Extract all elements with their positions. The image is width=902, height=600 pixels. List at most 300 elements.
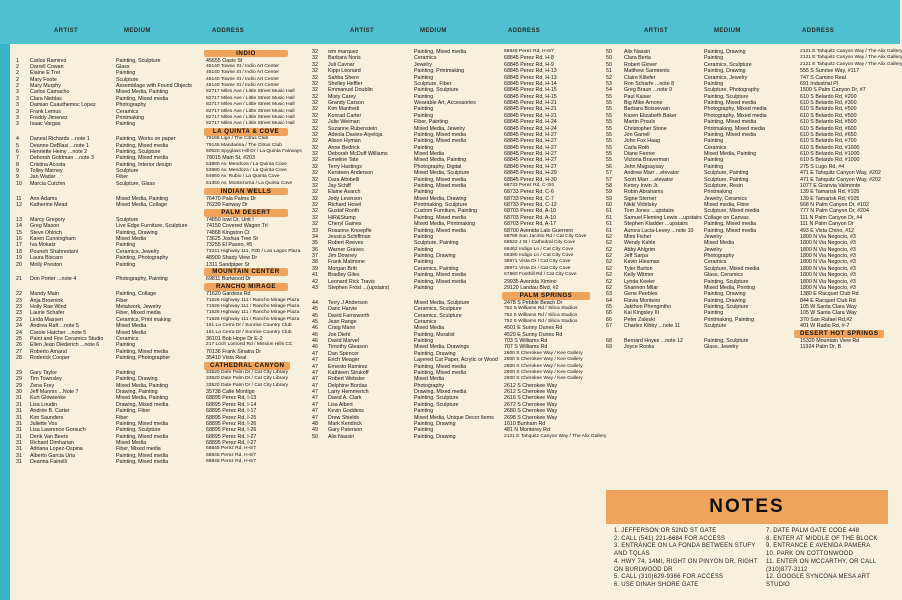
artist-name: Big Mike Arnone	[624, 100, 663, 106]
artist-name: Rosanne Knoepfle	[328, 227, 372, 234]
artist-name: Adriana Lopez-Ospina	[30, 446, 83, 453]
artist-name: Tim Townsley	[30, 376, 62, 383]
medium: Painting, Drawing	[704, 297, 746, 304]
artist-name: Linda Massen	[30, 316, 63, 323]
artist-name: Greg Braun ...note 9	[624, 87, 672, 94]
entry-number: 46	[312, 331, 318, 338]
artist-name: Signe Sterner	[624, 195, 657, 202]
artist-name: Warner Graves	[328, 246, 364, 253]
address: 161 La Cerra Dr / Sunrise Country Club	[206, 329, 292, 335]
section-header	[310, 291, 602, 300]
artist-name: Leonard Rick Travis	[328, 278, 375, 285]
section-header	[14, 283, 306, 292]
entry-number: 14	[16, 223, 22, 230]
address: 105 W Santa Clara Way	[800, 304, 857, 310]
artist-name: Jeff Sarpa	[624, 253, 649, 259]
entry-number: 62	[606, 253, 612, 259]
entry-number: 45	[312, 318, 318, 325]
address: 1800 N Via Negocio, #3	[800, 253, 856, 259]
medium: Custom Furniture, Painting	[414, 208, 478, 215]
note-item: 5. CALL (310)629-9366 FOR ACCESS	[614, 574, 724, 581]
entry-number: 31	[16, 446, 22, 453]
address: 71626 Highway 111 / Rancho Mirage Plaza	[206, 297, 300, 303]
medium: Assemblage with Found Objects	[116, 83, 192, 89]
entry-number: 23	[16, 316, 22, 323]
address: 2612 S Cherokee Way	[504, 389, 558, 395]
address: 53880 Av. Mendoza / La Quinta Cove	[206, 161, 287, 167]
entry-number: 61	[606, 208, 612, 215]
medium: Painting, Photography	[116, 255, 169, 262]
address: 71620 Gardess Rd	[206, 291, 251, 298]
address: 1800 N Via Negocio, #3	[800, 240, 856, 247]
artist-name: Katherine Mead	[30, 202, 68, 208]
section-label: CATHEDRAL CANYON	[204, 362, 290, 370]
address: 668 N Palm Canyon Dr, #102	[800, 202, 869, 208]
entry-number: 56	[606, 163, 612, 170]
entry-number: 3	[16, 89, 19, 96]
artist-name: Joyce Rooks	[624, 344, 655, 351]
medium: Glass, Ceramics	[704, 272, 743, 279]
medium: Painting	[414, 112, 434, 119]
entry-number: 62	[606, 278, 612, 285]
medium: Painting	[704, 80, 724, 87]
medium: Ceramics, Sculpture	[414, 306, 462, 313]
medium: Painting, Mixed media	[414, 369, 467, 376]
artist-name: Cheryl Gaines	[328, 221, 362, 228]
address: 4529 E Sunny Dunes Rd	[504, 331, 563, 338]
medium: Painting, Mixed media	[116, 142, 169, 149]
address: 2680 S Cherokee Way	[504, 408, 558, 415]
medium: Painting	[116, 342, 136, 349]
address: 2121 E Tahquitz Canyon Way / The Alix Gallery	[800, 55, 902, 61]
medium: Ceramics, Jewelry	[116, 248, 160, 255]
artist-name: Barbara Noris	[328, 55, 361, 62]
entry-number: 33	[312, 227, 318, 234]
address: 1800 N Via Negocio, #3	[800, 265, 856, 272]
medium: Painting, Mixed media	[414, 138, 467, 145]
artist-name: Emmanuel Doublin	[328, 87, 373, 94]
medium: Mixed Media	[116, 440, 147, 446]
medium: Mixed Media, Unique Decor Items	[414, 414, 494, 421]
medium: Painting	[704, 55, 724, 62]
medium: Sculpture	[116, 168, 139, 174]
address: 68845 Perez Rd, H-27	[504, 163, 557, 170]
artist-name: Larry Hemmerich	[328, 389, 369, 395]
artist-name: Dan Spencer	[328, 350, 359, 357]
medium: Painting	[704, 138, 724, 145]
header-medium: MEDIUM	[420, 28, 447, 34]
address: 33520 Date Palm Dr / Cat City Library	[206, 376, 289, 382]
entry-number: 31	[16, 414, 22, 421]
entry-number: 31	[16, 395, 22, 402]
entry-number: 4	[16, 136, 19, 143]
entry-number: 68	[606, 338, 612, 344]
artist-name: Tom Jones ...upstairs	[624, 208, 675, 215]
artist-name: Kevin Hiesman	[624, 259, 660, 266]
entry-number: 32	[312, 138, 318, 145]
address: 844 E Racquet Club Rd	[800, 297, 856, 304]
entry-number: 59	[606, 189, 612, 196]
entry-number: 34	[312, 233, 318, 240]
medium: Painting, Interior design	[116, 161, 172, 168]
entry-number: 32	[312, 157, 318, 164]
address: 703 S Williams Rd	[504, 338, 548, 344]
artist-name: Kai Kingsley III	[624, 310, 660, 317]
entry-number: 52	[606, 74, 612, 81]
entry-number: 55	[606, 131, 612, 138]
address: 1311 Sandpiper St	[206, 261, 250, 268]
medium: Painting, Drawing	[116, 229, 158, 236]
artist-name: Robert Glover	[624, 61, 657, 68]
entry-number: 62	[606, 272, 612, 279]
rows	[310, 49, 607, 440]
artist-name: David A. Clark	[328, 395, 362, 402]
medium: Live Edge Furniture, Sculpture	[116, 223, 188, 230]
section-label: RANCHO MIRAGE	[204, 283, 288, 291]
address: 111 N Palm Canyon Dr	[800, 221, 854, 228]
header-medium: MEDIUM	[124, 28, 151, 34]
entry-number: 21	[16, 276, 22, 283]
address: 752 S Williams Rd / Silica Studios	[504, 318, 578, 324]
header-address: ADDRESS	[802, 28, 835, 34]
artist-name: Julie Weiman	[328, 119, 360, 126]
address: 1800 N Via Negocio, #3	[800, 233, 856, 240]
artist-name: Konrad Carter	[328, 112, 362, 119]
artist-name: Henriette Heiny ...note 2	[30, 148, 88, 155]
artist-name: Elaine E Trei	[30, 70, 61, 77]
entry-number: 62	[606, 259, 612, 266]
entry-number: 47	[312, 363, 318, 370]
entry-number: 69	[606, 344, 612, 351]
artist-name: Alix Nassiri	[328, 433, 355, 440]
entry-number: 31	[16, 427, 22, 434]
artist-name: Lisa Albert	[328, 401, 353, 408]
medium: Painting	[414, 284, 434, 291]
artist-name: Richard Hovel	[328, 202, 362, 208]
artist-name: Darrell Cowan	[30, 63, 64, 70]
section-header	[14, 208, 306, 217]
medium: Printmaking, Sculpture	[414, 202, 468, 208]
address: 76470 Pala Palms Dr	[206, 195, 257, 202]
entry-number: 46	[312, 338, 318, 344]
entry-number: 57	[606, 176, 612, 183]
medium: Painting	[414, 427, 434, 434]
address: 68703 Perez Rd, A-10	[504, 214, 557, 221]
artist-name: Jessica Schiffman	[328, 233, 371, 240]
address: 370 San Rafael Rd,#2	[800, 316, 853, 323]
address: 73241 Highway 111, #3D / Las Lagos Plaza	[206, 248, 301, 254]
notes-list-right	[766, 528, 888, 590]
entry-number: 66	[606, 316, 612, 323]
entry-number: 19	[16, 255, 22, 262]
medium: Jewelry	[704, 246, 722, 253]
artist-name: Greg Mason	[30, 223, 60, 230]
artist-name: Paint and Fire Ceramics Studio	[30, 335, 104, 342]
address: 53880 Av. Mendoza / La Quinta Cove	[206, 168, 287, 173]
medium: Fiber, Mixed media	[116, 446, 161, 453]
entry-number: 32	[312, 189, 318, 196]
medium: Sculpture, Mixed media	[704, 265, 760, 272]
medium: Mixed Media	[414, 376, 445, 383]
address: 2121 E Tahquitz Canyon Way / The Alix Gallery	[504, 433, 607, 439]
address: 752 S Williams Rd / Silica Studios	[504, 306, 578, 312]
entry-number: 29	[16, 369, 22, 376]
medium: Painting	[414, 144, 434, 151]
medium: Painting, Sculpture	[704, 304, 749, 310]
address: 2672 S Cherokee Way	[504, 401, 558, 408]
notes-panel	[606, 490, 888, 598]
entry-number: 65	[606, 304, 612, 310]
address: 610 S Belardo Rd, #500	[800, 106, 857, 113]
medium: Layered Cut Paper, Acrylic or Wood	[414, 357, 498, 364]
address: 73255 El Paseo, #5	[206, 242, 253, 249]
address: 68462 Indigo Ln / Cat City Cove	[504, 246, 574, 252]
medium: Mixed Media, Drawing	[414, 195, 467, 202]
medium: Painting, Mixed media	[116, 155, 169, 162]
address: 217 Loch Lomond Rd / Mission Hills CC	[206, 342, 293, 348]
medium: Painting, Mixed media	[414, 176, 467, 183]
entry-number: 43	[312, 284, 318, 291]
medium: Painting, Mixed media	[414, 131, 467, 138]
artist-name: Charles Kibby ...note 11	[624, 323, 681, 330]
address: 68895 Perez Rd, I-17	[206, 408, 257, 415]
entry-number: 10	[16, 180, 22, 187]
entry-number: 32	[312, 55, 318, 62]
address: 471 E Tahquitz Canyon Way, #202	[800, 170, 881, 177]
medium: Painting	[414, 93, 434, 100]
medium: Sculpture, Photography	[704, 87, 760, 94]
artist-name: Shelley Heffler	[328, 80, 363, 87]
note-item: 7. DATE PALM GATE CODE 448	[766, 528, 860, 534]
table-row	[14, 459, 306, 465]
entry-number: 38	[312, 259, 318, 266]
artist-name: David Farnsworth	[328, 312, 370, 319]
entry-number: 61	[606, 214, 612, 221]
artist-name: Karen Cunningham	[30, 236, 76, 242]
address: 139 E Tamarisk Rd, #105	[800, 195, 860, 202]
entry-number: 32	[312, 100, 318, 106]
medium: Painting, Mixed media	[704, 131, 757, 138]
entry-number: 48	[312, 420, 318, 427]
entry-number: 3	[16, 95, 19, 102]
address: 74850 Iowi Dr, Unit I	[206, 216, 254, 223]
artist-name: Deborah Goldman ...note 3	[30, 155, 94, 162]
medium: Painting	[704, 310, 724, 317]
address: 45140 Towne St / Indio Art Center	[206, 63, 280, 69]
entry-number: 55	[606, 157, 612, 164]
medium: Jewelry	[414, 61, 432, 68]
entry-number: 51	[606, 68, 612, 75]
entry-number: 2	[16, 83, 19, 89]
address: 79145 Mandarina / The Citrus Club	[206, 142, 283, 148]
artist-name: Scott Marr ...elevator	[624, 176, 674, 183]
medium: Ceramics, Painting	[414, 265, 459, 272]
artist-name: Robert Reeves	[328, 240, 364, 247]
address: 1800 N Via Negocio, #3	[800, 272, 856, 279]
artist-name: Terry J Anderson	[328, 299, 368, 306]
entry-number: 31	[16, 452, 22, 459]
entry-number: 59	[606, 195, 612, 202]
entry-number: 32	[312, 163, 318, 170]
medium: Photography	[414, 382, 445, 389]
medium: Printmaking, Painting	[704, 316, 755, 323]
address: 2612 S Cherokee Way	[504, 382, 558, 389]
entry-number: 54	[606, 87, 612, 94]
entry-number: 29	[16, 376, 22, 383]
address: 481 N Monterey Rd	[504, 427, 550, 434]
entry-number: 55	[606, 93, 612, 100]
entry-number: 30	[16, 389, 22, 395]
artist-name: John Fox Haag	[624, 138, 660, 145]
artist-name: Gustaf Rooth	[328, 208, 360, 215]
artist-name: Kathleen Strukoff	[328, 369, 369, 376]
entry-number: 47	[312, 357, 318, 364]
entry-number: 31	[16, 433, 22, 440]
address: 1800 N Via Negocio, #3	[800, 278, 856, 285]
address: 68845 Perez Rd, H-15	[504, 93, 557, 100]
artist-name: Daric Harvie	[328, 306, 358, 313]
address: 610 S Belardo Rd, #700	[800, 138, 857, 145]
medium: Sculpture, Painting	[704, 176, 749, 183]
artist-name: Martin Proulx	[624, 119, 656, 126]
entry-number: 47	[312, 395, 318, 402]
artist-name: Andrée B. Carter	[30, 408, 70, 415]
section-header	[604, 330, 890, 339]
medium: Sculpture, Resin	[704, 182, 743, 189]
artist-name: Stephen Kladder ...upstairs	[624, 221, 688, 228]
artist-name: Shannon Milar	[624, 284, 659, 291]
address: 2600 S Cherokee Way / Kee Gallery	[504, 369, 583, 375]
address: 139 E Tamarisk Rd, #105	[800, 189, 860, 196]
artist-name: Steve Ohlrich	[30, 229, 62, 236]
entry-number: 16	[16, 236, 22, 242]
address: 610 S Belardo Rd, #650	[800, 131, 857, 138]
entry-number: 55	[606, 144, 612, 151]
artist-name: Claire Killefer	[624, 74, 656, 81]
artist-name: Frank Lemus	[30, 108, 61, 115]
address: 82717 Miles Ave / Little Street Music Hall	[206, 121, 295, 127]
artist-name: Jan Wadar	[30, 174, 56, 181]
entry-number: 32	[312, 221, 318, 228]
entry-number: 53	[606, 80, 612, 87]
entry-number: 24	[16, 323, 22, 330]
entry-number: 55	[606, 138, 612, 145]
address: 68845 Perez Rd, H-21	[504, 100, 557, 106]
header-address: ADDRESS	[212, 28, 245, 34]
artist-name: Matthew Sarmiento	[624, 68, 670, 75]
address: 38971 Vista Dr / Cat City Cove	[504, 259, 571, 265]
artist-name: Clara Nieblas	[30, 95, 62, 102]
address: 33520 Date Palm Dr / Cat City Library	[206, 369, 289, 375]
address: 15320 Mountain View Rd	[800, 338, 860, 344]
address: 401 W Radio Rd, #-7	[800, 323, 850, 330]
address: 68845 Perez Rd, H-8	[504, 55, 554, 62]
entry-number: 5	[16, 142, 19, 149]
address: 68703 Perez Rd, A-10	[504, 208, 557, 215]
address: 777 N Palm Canyon Dr, #204	[800, 208, 869, 215]
medium: Photography, Digital	[414, 163, 462, 170]
artist-name: wm marquez	[328, 49, 359, 55]
address: 1077 E Granvia Valmonte	[800, 182, 861, 189]
address: 45140 Towne St / Indio Art Center	[206, 70, 280, 76]
medium: Painting, Sculpture	[414, 87, 459, 94]
artist-name: Carlos Camacho	[30, 89, 70, 96]
medium: Mixed Media, Drawings	[414, 344, 470, 351]
artist-name: Flavia Monteiro	[624, 297, 661, 304]
address: 82717 Miles Ave / Little Street Music Hall	[206, 102, 295, 108]
entry-number: 32	[312, 151, 318, 157]
address: 71626 Highway 111 / Rancho Mirage Plaza	[206, 316, 300, 322]
address: 68845 Perez Rd, H-13	[504, 74, 557, 81]
medium: Painting, Sculpture	[704, 278, 749, 285]
address: 68845 Perez Rd, H-21	[504, 106, 557, 113]
entry-number: 39	[312, 265, 318, 272]
medium: Painting, Mixed media	[116, 433, 169, 440]
address: 70136 Frank Sinatra Dr	[206, 348, 262, 355]
entry-number: 12	[16, 202, 22, 208]
artist-name: Delphine Bordas	[328, 382, 368, 389]
medium: Photography	[704, 253, 735, 259]
note-item: 4. HWY 74, 14MI, RIGHT ON PINYON DR, RIGHT ON BURLWOOD DR	[614, 558, 758, 573]
entry-number: 55	[606, 100, 612, 106]
address: 71626 Highway 111 / Rancho Mirage Plaza	[206, 310, 300, 316]
entry-number: 9	[16, 168, 19, 174]
address: 161 La Cerra Dr / Sunrise Country Club	[206, 323, 292, 329]
artist-name: Peter Zaleski	[624, 316, 655, 323]
medium: Ceramics	[116, 108, 139, 115]
medium: Collage on Canvas	[704, 214, 749, 221]
entry-number: 55	[606, 119, 612, 126]
address: 747 S Camino Real	[800, 74, 846, 81]
artist-name: Timothy Gleason	[328, 344, 368, 351]
address: 68845 Perez Rd, H-6/7	[206, 452, 257, 458]
entry-number: 47	[312, 369, 318, 376]
medium: Mixed Media	[414, 151, 445, 157]
medium: Painting, Sculpture	[414, 401, 459, 408]
address: 38971 Vista Dr / Cat City Cove	[504, 265, 571, 271]
artist-name: Kim Saunders	[30, 414, 64, 421]
artist-name: Craig Mann	[328, 325, 356, 332]
address: 2600 S Cherokee Way / Kee Gallery	[504, 363, 583, 369]
artist-name: Nikki Virbitsky	[624, 202, 657, 208]
entry-number: 2	[16, 70, 19, 77]
artist-name: Carla Roth	[624, 144, 650, 151]
entry-number: 29	[16, 382, 22, 389]
medium: Painting	[704, 163, 724, 170]
artist-name: Gary Paterson	[328, 427, 363, 434]
artist-name: Derik Van Beers	[30, 433, 69, 440]
medium: Sculpture	[116, 216, 139, 223]
address: 54660 Av. Rubio / La Quinta Cove	[206, 174, 280, 180]
artist-name: Gary Taylor	[30, 369, 57, 376]
address: 610 S Belardo Rd, #300	[800, 100, 857, 106]
artist-name: Jeff Munnis ...Note 7	[30, 389, 79, 395]
medium: Painting, Mixed media	[704, 221, 757, 228]
address: 71626 Highway 111 / Rancho Mirage Plaza	[206, 304, 300, 309]
medium: Ceramics	[704, 259, 727, 266]
entry-number: 45	[312, 306, 318, 313]
address: 68845 Perez Rd, H-27	[504, 138, 557, 145]
medium: Mixed Media, Sculpture	[414, 299, 470, 306]
medium: Ceramics	[116, 335, 139, 342]
entry-number: 27	[16, 348, 22, 355]
address: 74150 Covered Wagon Trl	[206, 223, 268, 230]
address: 11924 Palm Dr, B	[800, 344, 842, 351]
section-header	[14, 187, 306, 196]
address: 68895 Perez Rd, I-26	[206, 427, 257, 434]
address: 68522 J St / Cathedral City Cove	[504, 240, 576, 246]
entry-number: 60	[606, 202, 612, 208]
